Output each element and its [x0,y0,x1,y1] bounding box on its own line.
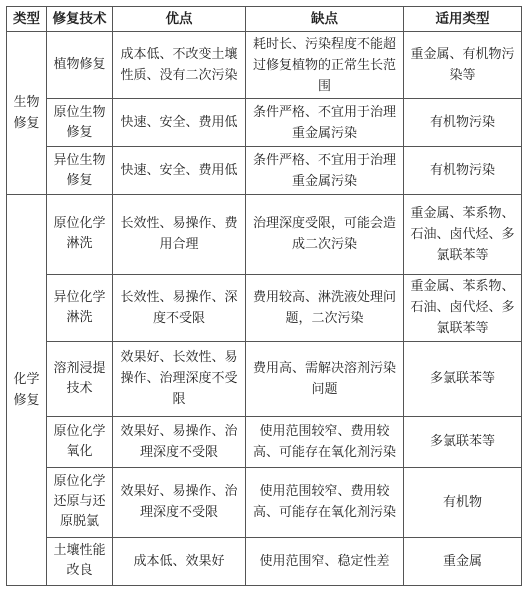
applicable-type-cell: 重金属、苯系物、石油、卤代烃、多氯联苯等 [404,274,522,341]
applicable-type-cell: 重金属、苯系物、石油、卤代烃、多氯联苯等 [404,195,522,275]
advantages-cell: 成本低、不改变土壤性质、没有二次污染 [113,32,246,99]
advantages-cell: 效果好、易操作、治理深度不受限 [113,467,246,537]
disadvantages-cell: 条件严格、不宜用于治理重金属污染 [246,147,404,195]
table-row [7,99,522,147]
header-row [7,7,522,32]
technique-cell: 土壤性能改良 [47,537,113,585]
header-technique: 修复技术 [47,7,113,32]
technique-cell: 原位化学淋洗 [47,195,113,275]
advantages-cell: 长效性、易操作、深度不受限 [113,274,246,341]
header-advantages: 优点 [113,7,246,32]
technique-cell: 原位化学氧化 [47,416,113,467]
applicable-type-cell: 有机物污染 [404,99,522,147]
table-row [7,32,522,99]
remediation-table [6,6,522,586]
disadvantages-cell: 费用较高、淋洗液处理问题，二次污染 [246,274,404,341]
technique-cell: 异位生物修复 [47,147,113,195]
applicable-type-cell: 有机物 [404,467,522,537]
table-row [7,195,522,275]
category-cell: 化学修复 [7,195,47,586]
advantages-cell: 效果好、长效性、易操作、治理深度不受限 [113,342,246,416]
applicable-type-cell: 多氯联苯等 [404,416,522,467]
technique-cell: 原位生物修复 [47,99,113,147]
technique-cell: 原位化学还原与还原脱氯 [47,467,113,537]
disadvantages-cell: 治理深度受限，可能会造成二次污染 [246,195,404,275]
disadvantages-cell: 使用范围较窄、费用较高、可能存在氧化剂污染 [246,467,404,537]
advantages-cell: 成本低、效果好 [113,537,246,585]
header-applicable-type: 适用类型 [404,7,522,32]
disadvantages-cell: 条件严格、不宜用于治理重金属污染 [246,99,404,147]
disadvantages-cell: 使用范围较窄、费用较高、可能存在氧化剂污染 [246,416,404,467]
table-row [7,342,522,416]
advantages-cell: 快速、安全、费用低 [113,99,246,147]
applicable-type-cell: 多氯联苯等 [404,342,522,416]
disadvantages-cell: 耗时长、污染程度不能超过修复植物的正常生长范围 [246,32,404,99]
disadvantages-cell: 费用高、需解决溶剂污染问题 [246,342,404,416]
advantages-cell: 效果好、易操作、治理深度不受限 [113,416,246,467]
table-row [7,467,522,537]
table-row [7,416,522,467]
applicable-type-cell: 有机物污染 [404,147,522,195]
advantages-cell: 长效性、易操作、费用合理 [113,195,246,275]
technique-cell: 溶剂浸提技术 [47,342,113,416]
applicable-type-cell: 重金属 [404,537,522,585]
technique-cell: 植物修复 [47,32,113,99]
applicable-type-cell: 重金属、有机物污染等 [404,32,522,99]
technique-cell: 异位化学淋洗 [47,274,113,341]
advantages-cell: 快速、安全、费用低 [113,147,246,195]
table-row [7,537,522,585]
table-row [7,147,522,195]
header-type: 类型 [7,7,47,32]
header-disadvantages: 缺点 [246,7,404,32]
table-row [7,274,522,341]
category-cell: 生物修复 [7,32,47,195]
disadvantages-cell: 使用范围窄、稳定性差 [246,537,404,585]
